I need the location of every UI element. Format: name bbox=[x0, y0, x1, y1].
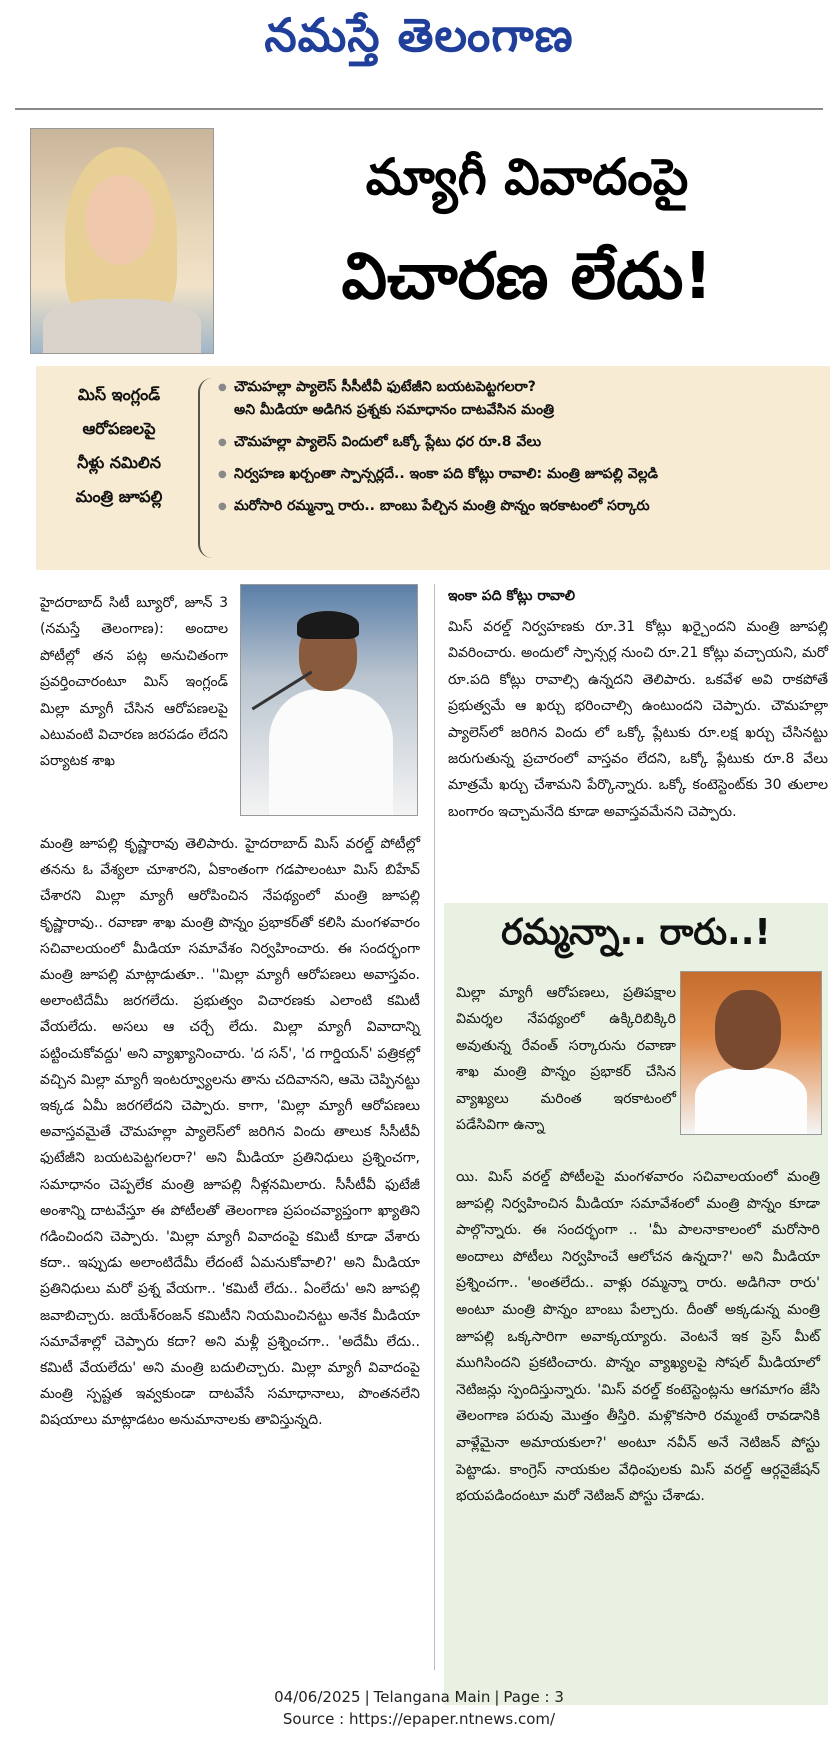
footer bbox=[0, 1686, 838, 1730]
sidebar-body: యి. మిస్ వరల్డ్ పోటీలపై మంగళవారం సచివాలయంలో మంత్రి జూపల్లి నిర్వహించిన మీడియా సమావేశంలో మంత్రి పొన్నం కూడా పాల్గొన్నారు. ఈ సందర్భంగా .. 'మీ పాలనాకాలంలో మరోసారి అందాలు పోటీలు నిర్వహించే ఆలోచన ఉన్నదా?' అని మీడియా ప్రశ్నించగా.. 'అంతలేదు.. వాళ్లు రమ్మన్నా రారు. అడిగినా రారు' అంటూ మంత్రి పొన్నం బాంబు పేల్చారు. దీంతో అక్కడున్న మంత్రి జూపల్లి ఒక్కసారిగా అవాక్కయ్యారు. వెంటనే ఇక ప్రెస్ మీట్ ముగిసిందని ప్రకటించారు. పొన్నం వ్యాఖ్యలపై సోషల్ మీడియాలో నెటిజన్లు స్పందిస్తున్నారు. 'మిస్ వరల్డ్ కంటెస్టెంట్లను ఆగమాగం జేసి తెలంగాణ పరువు మొత్తం తీస్తిరి. మళ్లొకసారి రమ్మంటే రావడానికి వాళ్లేమైనా అమాయకులా?' అంటూ నవీన్ అనే నెటిజన్ పోస్టు పెట్టాడు. కాంగ్రెస్ నాయకుల వేధింపులకు మిస్ వరల్డ్ ఆర్గనైజేషన్ భయపడిందంటూ మరో నెటిజన్ పోస్టు చేశాడు. bbox=[456, 1169, 820, 1505]
masthead bbox=[0, 0, 838, 88]
headline-line-2: విచారణ లేదు! bbox=[341, 240, 713, 314]
footer-date: 04/06/2025 bbox=[274, 1688, 361, 1706]
deck-bullet: ● నిర్వహణ ఖర్చంతా స్పాన్సర్లదే.. ఇంకా పది కోట్లు రావాలి: మంత్రి జూపల్లి వెల్లడి bbox=[218, 463, 828, 486]
masthead-logo: నమస్తే తెలంగాణ bbox=[264, 8, 574, 62]
column-divider bbox=[434, 584, 435, 1670]
deck-bullets bbox=[218, 376, 828, 527]
model-photo bbox=[30, 128, 214, 354]
article-body: మంత్రి జూపల్లి కృష్ణారావు తెలిపారు. హైదరాబాద్ మిస్ వరల్డ్ పోటీల్లో తనను ఓ వేశ్యలా చూశారని, ఏకాంతంగా గడపాలంటూ మిస్ బిహేవ్ చేశారని మిల్లా మ్యాగీ ఆరోపించిన నేపథ్యంలో మంత్రి జూపల్లి కృష్ణారావు.. రవాణా శాఖ మంత్రి పొన్నం ప్రభాకర్‌తో కలిసి మంగళవారం సచివాలయంలో మీడియా సమావేశం నిర్వహించారు. ఈ సందర్భంగా మంత్రి జూపల్లి మాట్లాడుతూ.. ''మిల్లా మ్యాగీ ఆరోపణలు అవాస్తవం. అలాంటిదేమీ జరగలేదు. ప్రభుత్వం విచారణకు ఎలాంటి కమిటీ వేయలేదు. అసలు ఆ చర్చే లేదు. మిల్లా మ్యాగీ వివాదాన్ని పట్టించుకోవద్దు' అని వ్యాఖ్యానించారు. 'ద సన్', 'ద గార్డియన్' పత్రికల్లో వచ్చిన మిల్లా మ్యాగీ ఇంటర్వ్యూలను తాను చదివానని, ఆమె చెప్పినట్టు ఇక్కడ ఏమీ జరగలేదని చెప్పారు. కాగా, 'మిల్లా మ్యాగీ ఆరోపణలు అవాస్తవమైతే చౌమహల్లా ప్యాలెస్‌లో జరిగిన విందు తాలుక సీసీటీవీ ఫుటేజీని బయటపెట్టగలరా?' అని మీడియా ప్రతినిధులు ప్రశ్నించగా, సమాధానం చెప్పలేక మంత్రి జూపల్లి నీళ్లనమిలారు. సీసీటీవీ ఫుటేజీ అంశాన్ని దాటవేస్తూ ఈ పోటీలతో తెలంగాణ ప్రపంచవ్యాప్తంగా ఖ్యాతిని గడించిందని చెప్పారు. 'మిల్లా మ్యాగీ వివాదంపై కమిటీ కూడా వేశారు కదా.. ఇప్పుడు అలాంటిదేమీ లేదంటే ఏమనుకోవాలి?' అని మీడియా ప్రతినిధులు మరో ప్రశ్న వేయగా.. 'కమిటీ లేదు.. ఏంలేదు' అని జూపల్లి జవాబిచ్చారు. జయేశ్‌రంజన్ కమిటీని నియమించినట్టు అనేక మీడియా సమావేశాల్లో చెప్పారు కదా? అని మళ్లీ ప్రశ్నించగా.. 'అదేమీ లేదు.. కమిటీ వేయలేదు' అని మంత్రి బదులిచ్చారు. మిల్లా మ్యాగీ వివాదంపై మంత్రి స్పష్టత ఇవ్వకుండా దాటవేసే సమాధానాలు, పొంతనలేని విషయాలు మాట్లాడటం అనుమానాలకు తావిస్తున్నది. bbox=[40, 836, 420, 1429]
masthead-rule bbox=[15, 108, 823, 110]
subsection-body: మిస్ వరల్డ్ నిర్వహణకు రూ.31 కోట్లు ఖర్చైందని మంత్రి జూపల్లి వివరించారు. అందులో స్పాన్సర్ల నుంచి రూ.21 కోట్లు వచ్చాయని, మరో రూ.పది కోట్లు రావాల్సి ఉన్నదని తెలిపారు. ఒకవేళ అవి రాకపోతే ప్రభుత్వమే ఆ ఖర్చు భరించాల్సి ఉంటుందని చెప్పారు. చౌమహల్లా ప్యాలెస్‌లో జరిగిన విందు లో ఒక్కో ప్లేటుకు రూ.లక్ష ఖర్చు చేసినట్టు జరుగుతున్న ప్రచారంలో వాస్తవం లేదని, ఒక్కో ప్లేటుకు రూ.8 వేలు మాత్రమే ఖర్చు చేశామని పేర్కొన్నారు. ఒక్కో కంటెస్టెంట్‌కు 30 తులాల బంగారం ఇచ్చామనేది కూడా అవాస్తవమేనని చెప్పారు. bbox=[448, 619, 828, 820]
deck-bullet: ● చౌమహల్లా ప్యాలెస్ విందులో ఒక్కో ప్లేటు ధర రూ.8 వేలు bbox=[218, 431, 828, 454]
footer-source: Source : https://epaper.ntnews.com/ bbox=[282, 1710, 556, 1728]
subheading: ఇంకా పది కోట్లు రావాలి bbox=[448, 588, 575, 604]
minister-jupally-photo bbox=[240, 584, 418, 816]
footer-meta: 04/06/2025 | Telangana Main | Page : 3 bbox=[274, 1688, 564, 1706]
headline-line-1: మ్యాగీ వివాదంపై bbox=[365, 148, 689, 206]
deck-bullet: ● మరోసారి రమ్మన్నా రారు.. బాంబు పేల్చిన మంత్రి పొన్నం ఇరకాటంలో సర్కారు bbox=[218, 495, 828, 518]
footer-page: Page : 3 bbox=[503, 1688, 564, 1706]
deck-brace bbox=[198, 378, 214, 558]
footer-edition: Telangana Main bbox=[373, 1688, 491, 1706]
article-intro: హైదరాబాద్ సిటీ బ్యూరో, జూన్ 3 (నమస్తే తెలంగాణ): అందాల పోటీల్లో తన పట్ల అనుచితంగా ప్రవర్తించారంటూ మిస్ ఇంగ్లండ్ మిల్లా మ్యాగీ చేసిన ఆరోపణలపై ఎటువంటి విచారణ జరపడం లేదని పర్యాటక శాఖ bbox=[40, 595, 228, 770]
sidebar-intro: మిల్లా మ్యాగీ ఆరోపణలు, ప్రతిపక్షాల విమర్శల నేపథ్యంలో ఉక్కిరిబిక్కిరి అవుతున్న రేవంత్ సర్కారును రవాణా శాఖ మంత్రి పొన్నం ప్రభాకర్ చేసిన వ్యాఖ్యలు మరింత ఇరకాటంలో పడేసివిగా ఉన్నా bbox=[456, 985, 676, 1134]
deck-kicker: మిస్ ఇంగ్లండ్ ఆరోపణలపై నీళ్లు నమిలిన మంత్రి జూపల్లి bbox=[75, 385, 163, 506]
sidebar-title: రమ్మన్నా.. రారు..! bbox=[501, 912, 771, 953]
minister-ponnam-photo bbox=[680, 971, 822, 1135]
deck-bullet: ● చౌమహల్లా ప్యాలెస్ సీసీటీవీ ఫుటేజీని బయటపెట్టగలరా? అని మీడియా అడిగిన ప్రశ్నకు సమాధానం దాటవేసిన మంత్రి bbox=[218, 376, 828, 422]
